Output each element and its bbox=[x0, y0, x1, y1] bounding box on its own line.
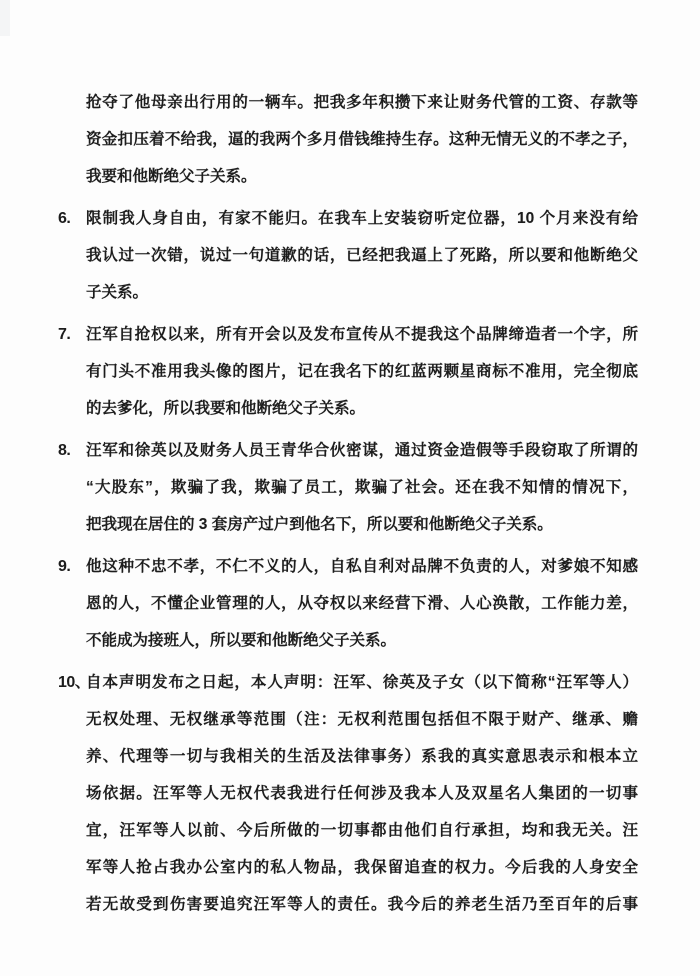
statement-item-8 bbox=[58, 432, 638, 543]
item-number: 9. bbox=[58, 558, 71, 575]
text-line: 不能成为接班人，所以要和他断绝父子关系。 bbox=[86, 632, 397, 649]
scan-artifact bbox=[0, 0, 10, 36]
text-line: 场依据。汪军等人无权代表我进行任何涉及我本人及双星名人集团的一切事 bbox=[86, 785, 638, 802]
statement-item-continuation bbox=[86, 84, 638, 195]
statement-item-9 bbox=[58, 548, 638, 659]
text-line: 汪军和徐英以及财务人员王青华合伙密谋，通过资金造假等手段窃取了所谓的 bbox=[86, 442, 638, 459]
text-line: 军等人抢占我办公室内的私人物品，我保留追查的权力。今后我的人身安全 bbox=[86, 859, 638, 876]
item-number: 10、 bbox=[58, 674, 91, 691]
text-line: 的去爹化，所以我要和他断绝父子关系。 bbox=[86, 400, 366, 417]
text-line: 汪军自抢权以来，所有开会以及发布宣传从不提我这个品牌缔造者一个字，所 bbox=[86, 326, 638, 343]
item-number: 6. bbox=[58, 210, 71, 227]
statement-body bbox=[58, 84, 638, 923]
text-line: 有门头不准用我头像的图片，记在我名下的红蓝两颗星商标不准用，完全彻底 bbox=[86, 363, 638, 380]
text-line: 若无故受到伤害要追究汪军等人的责任。我今后的养老生活乃至百年的后事 bbox=[86, 896, 638, 913]
text-line: 恩的人，不懂企业管理的人，从夺权以来经营下滑、人心涣散，工作能力差， bbox=[86, 595, 638, 612]
text-line: 子关系。 bbox=[86, 284, 149, 301]
text-line: 无权处理、无权继承等范围（注：无权利范围包括但不限于财产、继承、赡 bbox=[86, 711, 638, 728]
text-line: 抢夺了他母亲出行用的一辆车。把我多年积攒下来让财务代管的工资、存款等 bbox=[86, 94, 638, 111]
text-line: 限制我人身自由，有家不能归。在我车上安装窃听定位器，10 个月来没有给 bbox=[86, 210, 638, 227]
text-line: 他这种不忠不孝，不仁不义的人，自私自利对品牌不负责的人，对爹娘不知感 bbox=[86, 558, 638, 575]
statement-item-7 bbox=[58, 316, 638, 427]
text-line: 自本声明发布之日起，本人声明：汪军、徐英及子女（以下简称“汪军等人） bbox=[86, 674, 638, 691]
statement-item-10 bbox=[58, 664, 638, 923]
text-line: 资金扣压着不给我，逼的我两个多月借钱维持生存。这种无情无义的不孝之子， bbox=[86, 131, 638, 148]
statement-item-6 bbox=[58, 200, 638, 311]
text-line: 养、代理等一切与我相关的生活及法律事务）系我的真实意思表示和根本立 bbox=[86, 748, 638, 765]
text-line: 我认过一次错，说过一句道歉的话，已经把我逼上了死路，所以要和他断绝父 bbox=[86, 247, 638, 264]
text-line: 宜，汪军等人以前、今后所做的一切事都由他们自行承担，均和我无关。汪 bbox=[86, 822, 638, 839]
text-line: 我要和他断绝父子关系。 bbox=[86, 168, 257, 185]
text-line: “大股东”，欺骗了我，欺骗了员工，欺骗了社会。还在我不知情的情况下， bbox=[86, 479, 638, 496]
item-number: 7. bbox=[58, 326, 71, 343]
text-line: 把我现在居住的 3 套房产过户到他名下，所以要和他断绝父子关系。 bbox=[86, 516, 553, 533]
item-number: 8. bbox=[58, 442, 71, 459]
